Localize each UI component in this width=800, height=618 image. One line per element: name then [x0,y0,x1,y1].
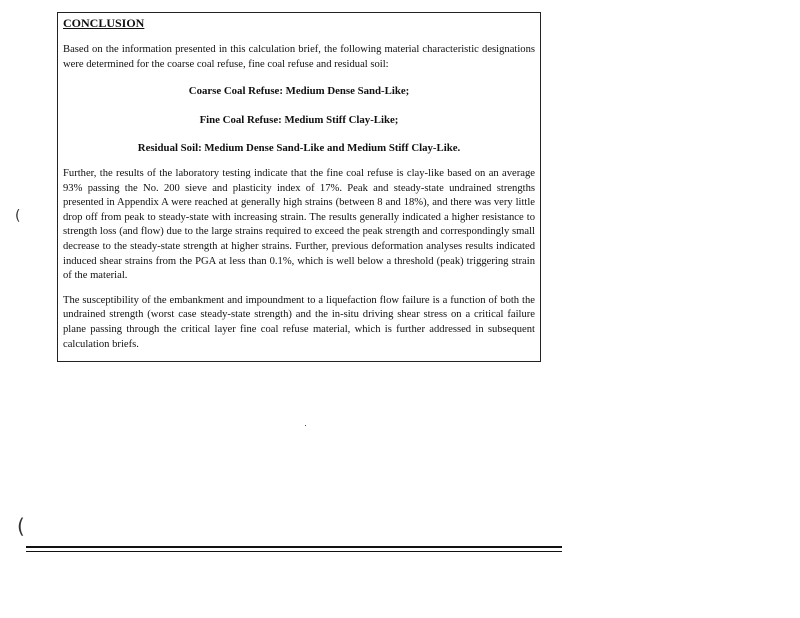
designation-coarse-coal-refuse: Coarse Coal Refuse: Medium Dense Sand-Like; [188,85,410,98]
designation-fine-coal-refuse: Fine Coal Refuse: Medium Stiff Clay-Like; [199,113,399,126]
susceptibility-paragraph: The susceptibility of the embankment and impoundment to a liquefaction flow failure is a function of both the undrained strength (worst case steady-state strength) and the in-situ driving shear stress on a critical failure plane passing through the critical layer fine coal refuse material, which is further addressed in subsequent calculation briefs. [63,294,535,350]
intro-paragraph: Based on the information presented in this calculation brief, the following material characteristic designations were determined for the coarse coal refuse, fine coal refuse and residual soil: [63,44,535,70]
conclusion-heading: CONCLUSION [63,16,145,30]
scan-speck [305,425,306,426]
binder-hole-mark-icon: ( [17,514,25,538]
binder-hole-mark-icon: ( [15,208,21,224]
footer-rule [26,546,562,548]
footer-rule-thin [26,551,562,552]
results-paragraph: Further, the results of the laboratory testing indicate that the fine coal refuse is clay-like based on an average 93% passing the No. 200 sieve and plasticity index of 17%. Peak and steady-state undrained strengths presented in Appendix A were reached at generally high strains (between 8 and 18%), and there was very little drop off from peak to steady-state with increasing strain. The results generally indicated a higher resistance to strength loss (and flow) due to the large strains required to exceed the peak strength and correspondingly small decrease to the steady-state strength at higher strains. Further, previous deformation analyses results indicated induced shear strains from the PGA at less than 0.1%, which is well below a threshold (peak) triggering strain of the material. [63,167,535,282]
designation-residual-soil: Residual Soil: Medium Dense Sand-Like and Medium Stiff Clay-Like. [137,142,461,155]
conclusion-box [57,12,541,362]
